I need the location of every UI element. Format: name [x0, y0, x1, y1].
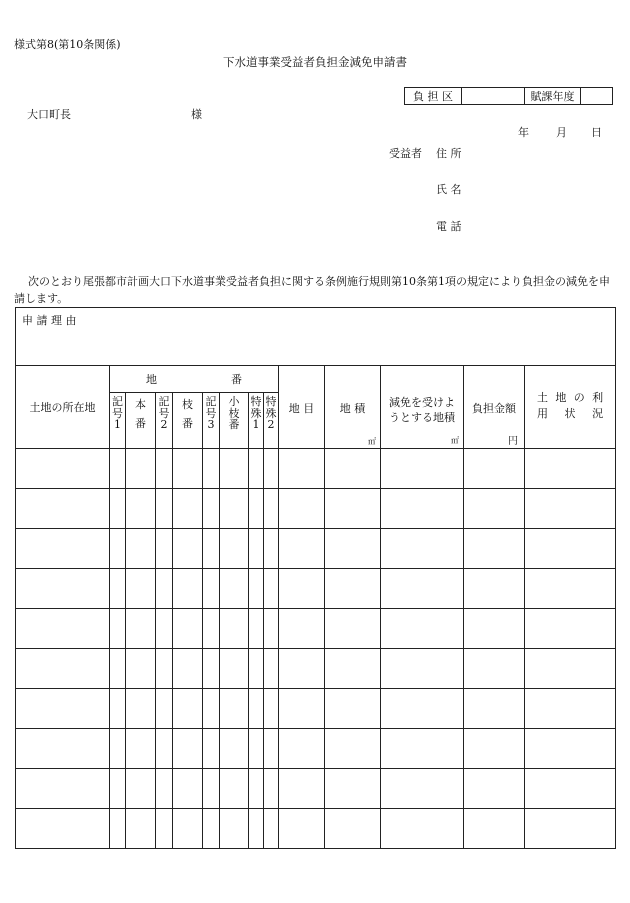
table-cell[interactable] [249, 489, 264, 529]
date-year: 年 [518, 126, 529, 139]
table-row [16, 609, 616, 649]
table-cell[interactable] [16, 569, 110, 609]
table-cell[interactable] [126, 449, 156, 489]
table-cell[interactable] [464, 489, 525, 529]
table-cell[interactable] [381, 649, 464, 689]
table-cell[interactable] [126, 489, 156, 529]
table-cell[interactable] [173, 769, 203, 809]
lot-chi: 地 [146, 373, 157, 386]
table-cell[interactable] [203, 649, 220, 689]
name-label: 氏 名 [436, 183, 462, 196]
reason-label: 申 請 理 由 [22, 314, 77, 327]
table-cell[interactable] [173, 489, 203, 529]
table-cell[interactable] [279, 449, 325, 489]
applicant-label: 受益者 [389, 147, 422, 160]
reduced-area-header: 減免を受けようとする地積 ㎡ [381, 366, 464, 449]
table-cell[interactable] [264, 529, 279, 569]
table-cell[interactable] [16, 489, 110, 529]
lot-number-header [110, 366, 279, 393]
table-cell[interactable] [16, 689, 110, 729]
table-cell[interactable] [525, 609, 616, 649]
table-cell[interactable] [525, 809, 616, 849]
table-cell[interactable] [173, 449, 203, 489]
table-cell[interactable] [173, 649, 203, 689]
table-cell[interactable] [220, 689, 249, 729]
table-cell[interactable] [156, 689, 173, 729]
table-cell[interactable] [279, 689, 325, 729]
table-cell[interactable] [525, 729, 616, 769]
table-cell[interactable] [16, 449, 110, 489]
table-cell[interactable] [325, 449, 381, 489]
honorific: 様 [191, 108, 202, 121]
table-cell[interactable] [126, 769, 156, 809]
table-cell[interactable] [156, 649, 173, 689]
date-day: 日 [591, 126, 602, 139]
table-cell[interactable] [264, 569, 279, 609]
table-cell[interactable] [220, 529, 249, 569]
table-cell[interactable] [249, 689, 264, 729]
table-cell[interactable] [203, 529, 220, 569]
table-cell[interactable] [464, 449, 525, 489]
table-cell[interactable] [381, 769, 464, 809]
table-cell[interactable] [464, 529, 525, 569]
table-cell[interactable] [156, 569, 173, 609]
table-cell[interactable] [525, 649, 616, 689]
area-header: 地 積 ㎡ [325, 366, 381, 449]
usage-header: 土 地 の 利 用 状 況 [525, 366, 616, 449]
lot-ban: 番 [231, 373, 242, 386]
table-cell[interactable] [525, 529, 616, 569]
table-cell[interactable] [464, 769, 525, 809]
table-cell[interactable] [220, 809, 249, 849]
table-cell[interactable] [525, 449, 616, 489]
table-row [16, 769, 616, 809]
table-cell[interactable] [279, 489, 325, 529]
table-cell[interactable] [325, 769, 381, 809]
table-cell[interactable] [156, 609, 173, 649]
table-cell[interactable] [203, 449, 220, 489]
table-row [16, 529, 616, 569]
table-cell[interactable] [173, 569, 203, 609]
charge-unit: 円 [508, 436, 518, 447]
kigo1-header: 記号1 [110, 393, 126, 449]
table-cell[interactable] [325, 689, 381, 729]
table-cell[interactable] [381, 489, 464, 529]
table-cell[interactable] [126, 529, 156, 569]
table-row [16, 489, 616, 529]
chimoku-header: 地 目 [279, 366, 325, 449]
table-cell[interactable] [203, 809, 220, 849]
table-cell[interactable] [203, 609, 220, 649]
table-cell[interactable] [220, 569, 249, 609]
district-field[interactable] [462, 88, 525, 105]
table-cell[interactable] [173, 809, 203, 849]
year-field[interactable] [581, 88, 613, 105]
table-row [16, 689, 616, 729]
reason-cell[interactable] [16, 308, 616, 366]
table-cell[interactable] [249, 809, 264, 849]
table-cell[interactable] [203, 569, 220, 609]
table-cell[interactable] [464, 809, 525, 849]
phone-label: 電 話 [436, 220, 462, 233]
table-cell[interactable] [279, 769, 325, 809]
table-cell[interactable] [279, 649, 325, 689]
page-title: 下水道事業受益者負担金減免申請書 [223, 55, 407, 69]
table-cell[interactable] [126, 809, 156, 849]
table-cell[interactable] [279, 529, 325, 569]
tokushu2-header: 特殊2 [264, 393, 279, 449]
table-cell[interactable] [173, 689, 203, 729]
table-cell[interactable] [126, 609, 156, 649]
table-cell[interactable] [464, 729, 525, 769]
table-cell[interactable] [525, 769, 616, 809]
table-cell[interactable] [156, 729, 173, 769]
table-cell[interactable] [525, 569, 616, 609]
table-cell[interactable] [381, 529, 464, 569]
table-cell[interactable] [220, 649, 249, 689]
table-cell[interactable] [156, 529, 173, 569]
table-cell[interactable] [203, 689, 220, 729]
charge-header: 負担金額 円 [464, 366, 525, 449]
table-cell[interactable] [264, 649, 279, 689]
table-cell[interactable] [249, 609, 264, 649]
table-cell[interactable] [110, 649, 126, 689]
table-cell[interactable] [264, 689, 279, 729]
table-row [16, 449, 616, 489]
table-cell[interactable] [279, 729, 325, 769]
table-cell[interactable] [156, 769, 173, 809]
table-cell[interactable] [264, 449, 279, 489]
table-cell[interactable] [220, 449, 249, 489]
table-cell[interactable] [156, 489, 173, 529]
table-cell[interactable] [16, 729, 110, 769]
table-cell[interactable] [126, 689, 156, 729]
table-cell[interactable] [325, 569, 381, 609]
table-cell[interactable] [249, 569, 264, 609]
table-cell[interactable] [264, 809, 279, 849]
koedaban-header: 小枝番 [220, 393, 249, 449]
reduced-area-unit: ㎡ [451, 436, 459, 446]
addressee: 大口町長 [27, 108, 71, 121]
table-cell[interactable] [156, 449, 173, 489]
table-row [16, 649, 616, 689]
date-month: 月 [556, 126, 567, 139]
body-text: 次のとおり尾張都市計画大口下水道事業受益者負担に関する条例施行規則第10条第1項の規定により負担金の減免を申請します。 [14, 275, 610, 305]
application-table [15, 307, 616, 849]
table-cell[interactable] [203, 489, 220, 529]
table-cell[interactable] [279, 609, 325, 649]
table-cell[interactable] [381, 569, 464, 609]
table-cell[interactable] [249, 649, 264, 689]
kigo2-header: 記号2 [156, 393, 173, 449]
table-cell[interactable] [220, 609, 249, 649]
table-cell[interactable] [126, 569, 156, 609]
table-cell[interactable] [325, 609, 381, 649]
table-cell[interactable] [381, 809, 464, 849]
table-cell[interactable] [220, 489, 249, 529]
table-cell[interactable] [110, 809, 126, 849]
table-cell[interactable] [249, 449, 264, 489]
table-cell[interactable] [16, 769, 110, 809]
table-cell[interactable] [220, 729, 249, 769]
table-cell[interactable] [325, 649, 381, 689]
table-cell[interactable] [381, 729, 464, 769]
address-label: 住 所 [436, 147, 462, 160]
tokushu1-header: 特殊1 [249, 393, 264, 449]
table-cell[interactable] [525, 689, 616, 729]
table-cell[interactable] [156, 809, 173, 849]
kigo3-header: 記号3 [203, 393, 220, 449]
table-cell[interactable] [264, 769, 279, 809]
table-cell[interactable] [16, 649, 110, 689]
table-cell[interactable] [126, 729, 156, 769]
table-cell[interactable] [264, 489, 279, 529]
table-cell[interactable] [110, 729, 126, 769]
table-cell[interactable] [110, 489, 126, 529]
table-cell[interactable] [325, 489, 381, 529]
table-cell[interactable] [110, 769, 126, 809]
table-cell[interactable] [203, 769, 220, 809]
table-cell[interactable] [525, 489, 616, 529]
location-header: 土地の所在地 [16, 366, 110, 449]
table-cell[interactable] [279, 809, 325, 849]
table-cell[interactable] [220, 769, 249, 809]
table-cell[interactable] [464, 569, 525, 609]
table-cell[interactable] [110, 609, 126, 649]
table-cell[interactable] [110, 689, 126, 729]
table-cell[interactable] [110, 569, 126, 609]
table-cell[interactable] [325, 729, 381, 769]
table-cell[interactable] [110, 449, 126, 489]
table-cell[interactable] [249, 529, 264, 569]
year-label: 賦課年度 [525, 88, 581, 105]
table-cell[interactable] [173, 529, 203, 569]
table-cell[interactable] [381, 689, 464, 729]
table-cell[interactable] [16, 609, 110, 649]
table-cell[interactable] [249, 769, 264, 809]
table-cell[interactable] [203, 729, 220, 769]
table-cell[interactable] [249, 729, 264, 769]
table-cell[interactable] [110, 529, 126, 569]
table-cell[interactable] [126, 649, 156, 689]
table-cell[interactable] [381, 609, 464, 649]
district-year-box [404, 87, 613, 105]
table-cell[interactable] [381, 449, 464, 489]
table-row [16, 729, 616, 769]
table-cell[interactable] [325, 529, 381, 569]
table-row [16, 569, 616, 609]
table-cell[interactable] [464, 649, 525, 689]
table-cell[interactable] [325, 809, 381, 849]
area-unit: ㎡ [368, 437, 376, 446]
table-cell[interactable] [264, 609, 279, 649]
honban-header: 本番 [126, 393, 156, 449]
table-cell[interactable] [464, 609, 525, 649]
form-number: 様式第8(第10条関係) [14, 38, 121, 51]
table-cell[interactable] [16, 809, 110, 849]
table-cell[interactable] [464, 689, 525, 729]
edaban-header: 枝番 [173, 393, 203, 449]
table-row [16, 809, 616, 849]
table-cell[interactable] [173, 729, 203, 769]
table-cell[interactable] [279, 569, 325, 609]
table-cell[interactable] [173, 609, 203, 649]
table-cell[interactable] [16, 529, 110, 569]
table-cell[interactable] [264, 729, 279, 769]
district-label: 負 担 区 [405, 88, 462, 105]
